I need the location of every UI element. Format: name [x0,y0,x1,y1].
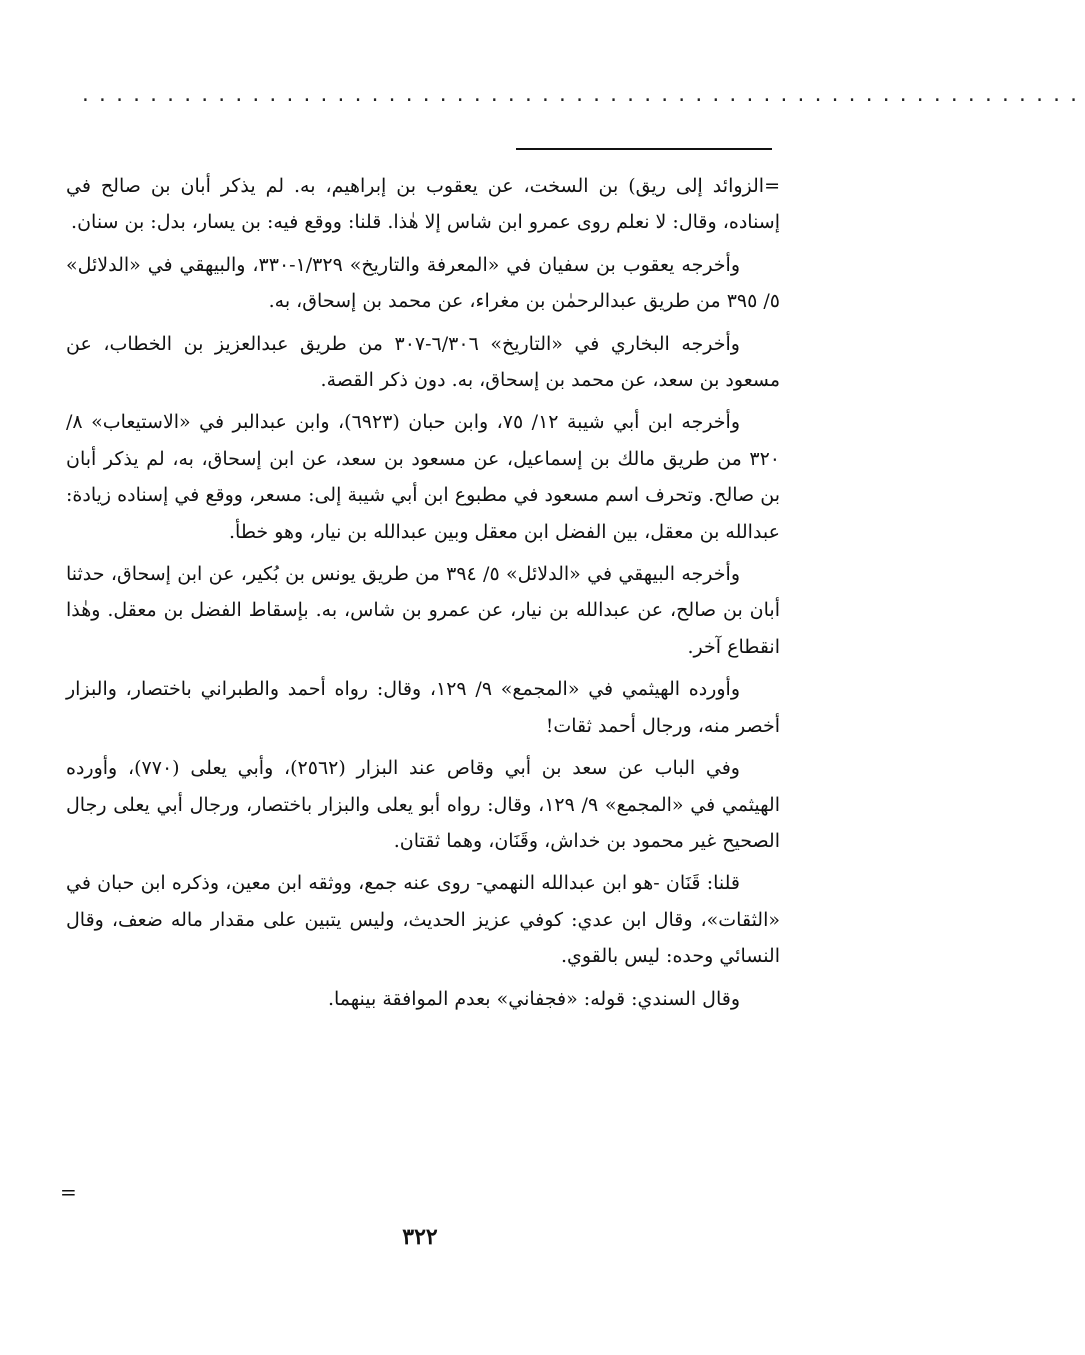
footnote-paragraph: قلنا: قَنَان -هو ابن عبدالله النهمي- روى عنه جمع، ووثقه ابن معين، وذكره ابن حبان في «الثقات»، وقال ابن عدي: كوفي عزيز الحديث، وليس يتبين على مقدار ماله ضعف، وقال النسائي وحده: ليس بالقوي. [66,872,780,968]
page-number: ٣٢٢ [402,1224,438,1250]
footnote-paragraph: وأخرجه البيهقي في «الدلائل» ٥/ ٣٩٤ من طريق يونس بن بُكير، عن ابن إسحاق، حدثنا أبان بن صالح، عن عبدالله بن نيار، عن عمرو بن شاس، به. بإسقاط الفضل بن معقل. وهٰذا انقطاع آخر. [66,563,780,658]
footnote-paragraph: وأورده الهيثمي في «المجمع» ٩/ ١٢٩، وقال: رواه أحمد والطبراني باختصار، والبزار أخصر منه، ورجال أحمد ثقات! [66,678,780,737]
footnote-body [66,168,780,1023]
footnote-paragraph: وأخرجه البخاري في «التاريخ» ٦/٣٠٦-٣٠٧ من طريق عبدالعزيز بن الخطاب، عن مسعود بن سعد، عن محمد بن إسحاق، به. دون ذكر القصة. [66,332,780,392]
footnote-paragraph: وفي الباب عن سعد بن أبي وقاص عند البزار (٢٥٦٢)، وأبي يعلى (٧٧٠)، وأورده الهيثمي في «المجمع» ٩/ ١٢٩، وقال: رواه أبو يعلى والبزار باختصار، ورجال أبي يعلى رجال الصحيح غير محمود بن خداش، وقَنَان، وهما ثقتان. [66,757,780,852]
footnote-paragraph: وأخرجه ابن أبي شيبة ١٢/ ٧٥، وابن حبان (٦٩٢٣)، وابن عبدالبر في «الاستيعاب» ٨/ ٣٢٠ من طريق مالك بن إسماعيل، عن مسعود بن سعد، عن ابن إسحاق، به، لم يذكر أبان بن صالح. وتحرف اسم مسعود في مطبوع ابن أبي شيبة إلى: مسعر، ووقع في إسناده زيادة: عبدالله بن معقل، بين الفضل ابن معقل وبين عبدالله بن نيار، وهو خطأ. [66,411,780,543]
dotted-separator: ........................................................... [80,85,1085,106]
continuation-marker: = [60,1180,77,1204]
footnote-paragraph: =الزوائد إلى ريق) بن السخت، عن يعقوب بن إبراهيم، به. لم يذكر أبان بن صالح في إسناده، وقال: لا نعلم روى عمرو ابن شاس إلا هٰذا. قلنا: ووقع فيه: بن يسار، بدل: بن سنان. [66,175,780,234]
footnote-rule [516,148,772,150]
footnote-paragraph: وأخرجه يعقوب بن سفيان في «المعرفة والتاريخ» ١/٣٢٩-٣٣٠، والبيهقي في «الدلائل» ٥/ ٣٩٥ من طريق عبدالرحمٰن بن مغراء، عن محمد بن إسحاق، به. [66,253,780,313]
footnote-paragraph: وقال السندي: قوله: «فجفاني» بعدم الموافقة بينهما. [327,987,740,1010]
